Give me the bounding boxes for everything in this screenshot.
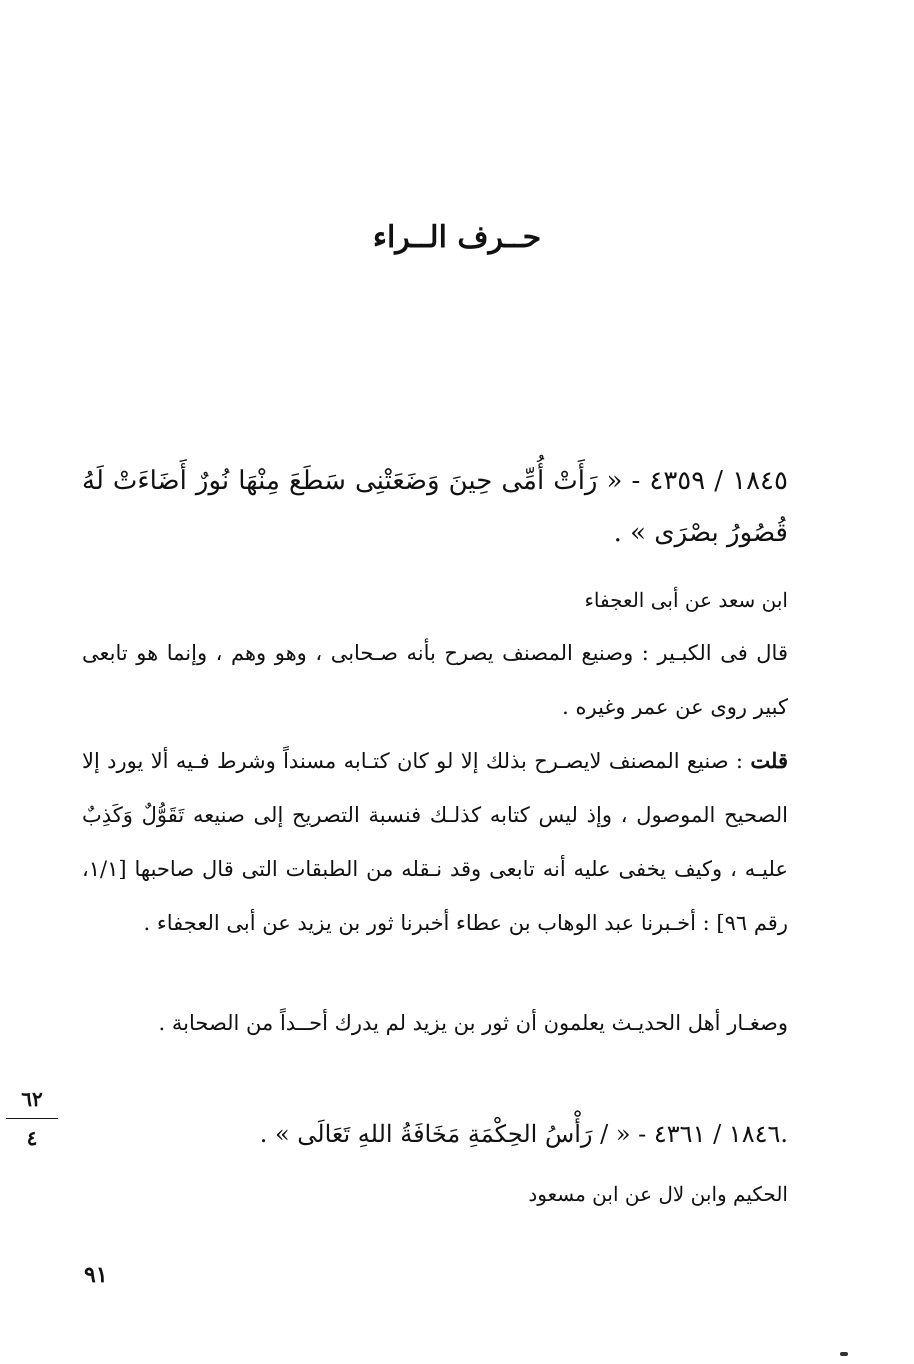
hadith-entry-1845: ١٨٤٥ / ٤٣٥٩ - « رَأَتْ أُمِّى حِينَ وَضَعَتْنِى سَطَعَ مِنْهَا نُورٌ أَضَاءَتْ لَهُ قُصُورُ بصْرَى » . [82,466,788,548]
margin-reference-note [6,1086,58,1151]
commentary-paragraph-3: وصغـار أهل الحديـث يعلمون أن ثور بن يزيد لم يدرك أحــداً من الصحابة . [158,1011,788,1035]
commentary-paragraph-2 [82,734,788,950]
scan-mark [840,1352,848,1356]
chapter-title: حــرف الــراء [372,220,542,255]
qultu-keyword: قلت [750,748,788,773]
commentary-paragraph-1: قال فى الكبـير : وصنيع المصنف يصرح بأنه صـحابى ، وهو وهم ، وإنما هو تابعى كبير روى عن عمر وغيره . [82,641,788,719]
page-number: ٩١ [84,1262,108,1288]
margin-note-divider [6,1118,58,1119]
hadith-source-1: ابن سعد عن أبى العجفاء [584,588,788,612]
commentary-paragraph-2-text: : صنيع المصنف لايصـرح بذلك إلا لو كان كتـابه مسنداً وشرط فـيه ألا يورد إلا الصحيح الموصول ، وإذ ليس كتابه كذلـك فنسبة التصريح إلى صنيعه تَقَوُّلٌ وَكَذِبٌ عليـه ، وكيف يخفى عليه أنه تابعى وقد نـقله من الطبقات التى قال صاحبها [١/١، رقم ٩٦] : أخـبرنا عبد الوهاب بن عطاء أخبرنا ثور بن يزيد عن أبى العجفاء . [82,749,788,935]
margin-note-top: ٦٢ [21,1087,43,1111]
hadith-entry-1846: .١٨٤٦ / ٤٣٦١ - « / رَأْسُ الحِكْمَةِ مَخَافَةُ اللهِ تَعَالَى » . [259,1120,788,1148]
hadith-source-2: الحكيم وابن لال عن ابن مسعود [528,1182,788,1206]
margin-note-bottom: ٤ [26,1126,38,1150]
